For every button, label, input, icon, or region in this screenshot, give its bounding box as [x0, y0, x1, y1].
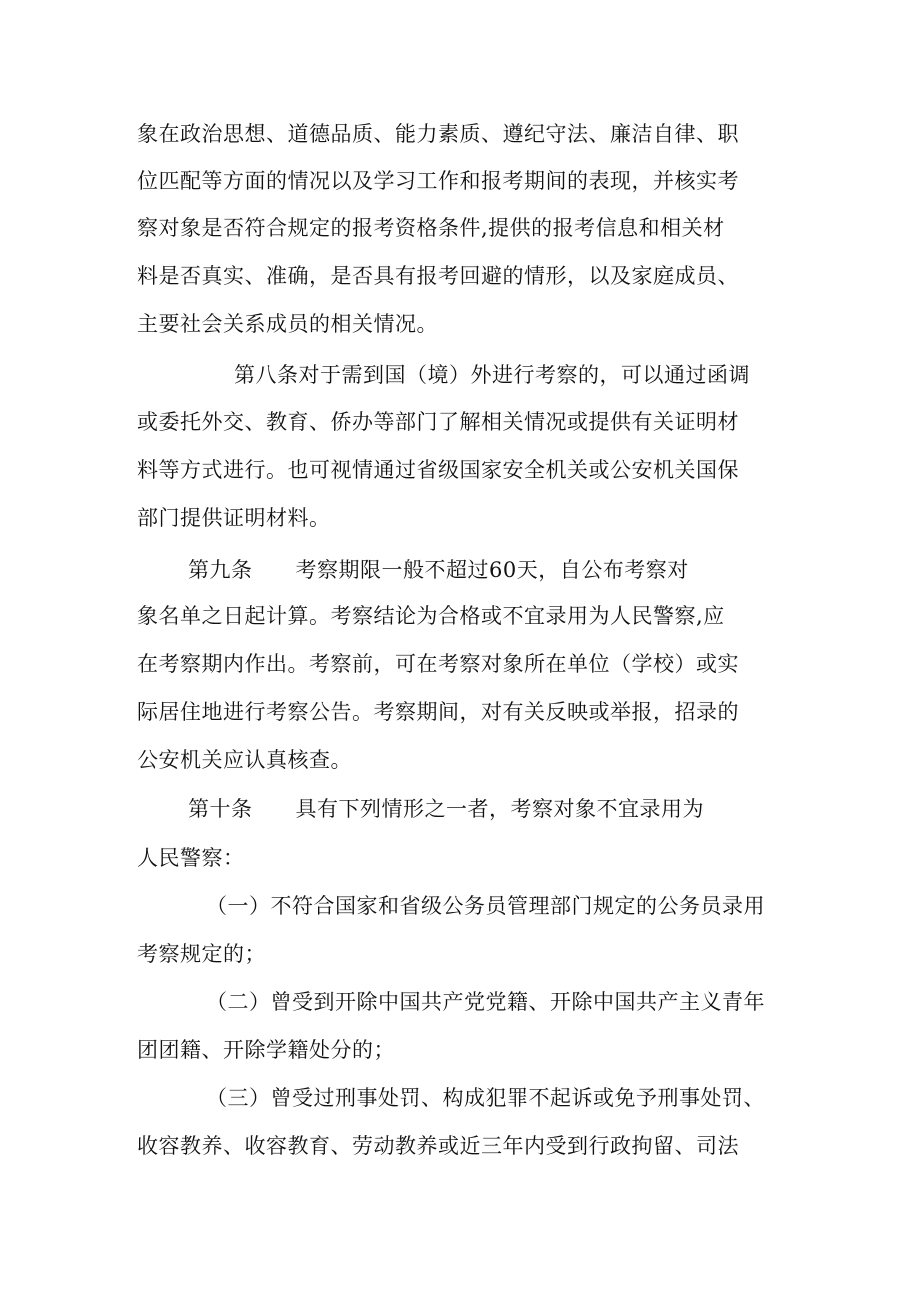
text-line: 在考察期内作出。考察前，可在考察对象所在单位（学校）或实 [137, 652, 739, 676]
text-line: 公安机关应认真核查。 [137, 748, 352, 772]
list-item-line: （一）不符合国家和省级公务员管理部门规定的公务员录用 [206, 894, 765, 918]
text-line: 考察规定的； [137, 942, 266, 966]
text-line: 团团籍、开除学籍处分的； [137, 1038, 395, 1062]
list-item-line: （三）曾受过刑事处罚、构成犯罪不起诉或免予刑事处罚、 [206, 1086, 765, 1110]
text-line: 或委托外交、教育、侨办等部门了解相关情况或提供有关证明材 [137, 410, 739, 434]
text-line: 人民警察： [137, 846, 245, 870]
article-10-heading-line: 第十条 具有下列情形之一者，考察对象不宜录用为 [188, 797, 704, 821]
text-line: 象在政治思想、道德品质、能力素质、遵纪守法、廉洁自律、职 [137, 122, 739, 146]
text-line: 部门提供证明材料。 [137, 506, 331, 530]
text-line: 料是否真实、准确，是否具有报考回避的情形，以及家庭成员、 [137, 264, 739, 288]
list-item-line: （二）曾受到开除中国共产党党籍、开除中国共产主义青年 [206, 990, 765, 1014]
text-line: 料等方式进行。也可视情通过省级国家安全机关或公安机关国保 [137, 458, 739, 482]
article-9-heading-line: 第九条 考察期限一般不超过60天，自公布考察对 [188, 558, 689, 582]
text-line: 际居住地进行考察公告。考察期间，对有关反映或举报，招录的 [137, 700, 739, 724]
text-line: 收容教养、收容教育、劳动教养或近三年内受到行政拘留、司法 [137, 1134, 739, 1158]
article-8-heading-line: 第八条对于需到国（境）外进行考察的，可以通过函调 [234, 363, 750, 387]
text-line: 象名单之日起计算。考察结论为合格或不宜录用为人民警察,应 [137, 604, 725, 628]
text-line: 位匹配等方面的情况以及学习工作和报考期间的表现，并核实考 [137, 169, 739, 193]
text-line: 察对象是否符合规定的报考资格条件,提供的报考信息和相关材 [137, 216, 725, 240]
text-line: 主要社会关系成员的相关情况。 [137, 312, 438, 336]
